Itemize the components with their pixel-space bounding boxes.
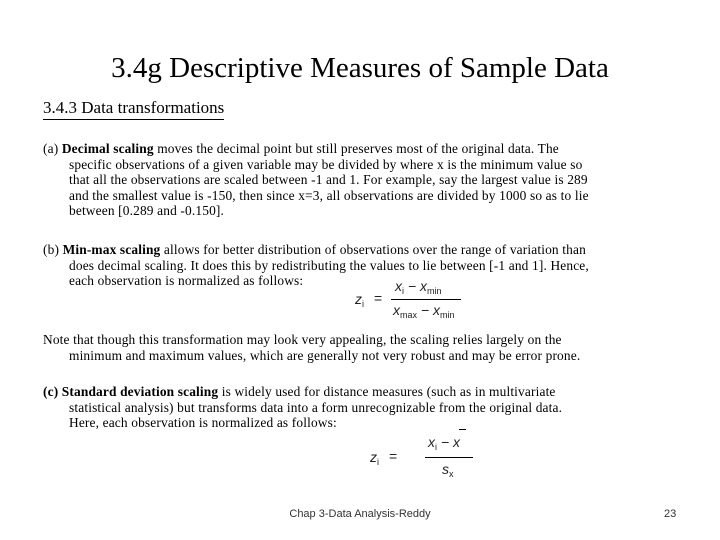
slide-title: 3.4g Descriptive Measures of Sample Data [111, 52, 609, 84]
text-line: between [0.289 and -0.150]. [69, 203, 225, 219]
mean-bar [459, 429, 466, 430]
paragraph-note [43, 332, 683, 363]
term-min-max-scaling: Min-max scaling [62, 242, 161, 257]
item-prefix: (b) [43, 242, 63, 257]
fraction-bar [391, 299, 461, 300]
std-scaling-formula [370, 427, 480, 485]
formula-num-var-sub: i [435, 442, 437, 452]
text-line: moves the decimal point but still preserves most of the original data. The [153, 141, 559, 156]
text-line: does decimal scaling. It does this by redistributing the values to lie between [-1 and 1]. Hence, [69, 257, 589, 273]
formula-num-sub: min [426, 286, 442, 296]
formula-lhs-sub: i [377, 457, 379, 467]
formula-den-var: s [442, 461, 449, 477]
section-heading: 3.4.3 Data transformations [43, 98, 224, 120]
text-line: each observation is normalized as follows: [69, 273, 304, 289]
page-number: 23 [664, 508, 677, 520]
text-line: is widely used for distance measures (such as in multivariate [218, 384, 556, 399]
formula-den-sub: min [439, 310, 455, 320]
formula-lhs-sub: i [362, 299, 364, 309]
min-max-formula [355, 278, 465, 322]
formula-num-var: x [395, 278, 402, 294]
paragraph-std-scaling [43, 384, 683, 431]
item-prefix: (a) [43, 141, 62, 156]
formula-lhs: z [355, 291, 362, 307]
text-line: statistical analysis) but transforms data into a form unrecognizable from the original data. [69, 399, 563, 415]
formula-den-var-sub: max [400, 310, 418, 320]
term-decimal-scaling: Decimal scaling [61, 141, 154, 156]
equals-sign: = [374, 290, 383, 306]
paragraph-decimal-scaling [43, 141, 683, 219]
formula-num-var: x [428, 434, 435, 450]
text-line: and the smallest value is -150, then since x=3, all observations are divided by 1000 so as to lie [69, 187, 589, 203]
formula-num-minus: − x [437, 434, 460, 450]
formula-den-var-sub: x [449, 469, 454, 479]
formula-num-var-sub: i [402, 286, 404, 296]
text-line: allows for better distribution of observations over the range of variation than [160, 242, 586, 257]
text-line: that all the observations are scaled between -1 and 1. For example, say the largest value is 289 [69, 172, 588, 188]
formula-den-minus: − x [417, 302, 440, 318]
formula-lhs: z [370, 449, 377, 465]
fraction-bar [425, 457, 473, 458]
slide-footer: Chap 3-Data Analysis-Reddy [289, 508, 431, 520]
formula-num-minus: − x [404, 278, 427, 294]
term-std-scaling: (c) Standard deviation scaling [43, 384, 219, 399]
text-line: specific observations of a given variable may be divided by where x is the minimum value so [69, 156, 583, 172]
equals-sign: = [389, 448, 398, 464]
text-line: Here, each observation is normalized as follows: [69, 415, 337, 431]
formula-den-var: x [393, 302, 400, 318]
text-line: Note that though this transformation may look very appealing, the scaling relies largely on the [43, 332, 562, 347]
text-line: minimum and maximum values, which are generally not very robust and may be error prone. [69, 347, 581, 363]
